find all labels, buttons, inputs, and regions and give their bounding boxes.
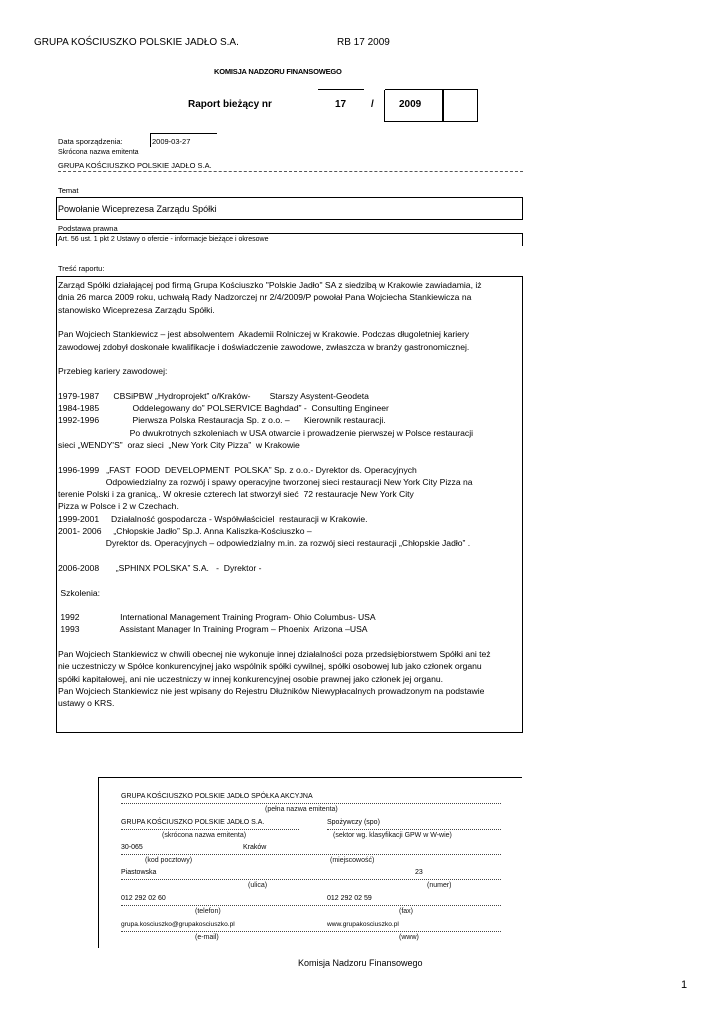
content-line: nie uczestniczy w Spółce konkurencyjnej jako wspólnik spółki cywilnej, spółki osobowej lub jako członek organu (58, 661, 482, 672)
content-label: Treść raportu: (58, 264, 105, 273)
content-line: dnia 26 marca 2009 roku, uchwałą Rady Nadzorczej nr 2/4/2009/P powołał Pana Wojciecha Stankiewicza na (58, 292, 472, 303)
issuer-sector: Spożywczy (spo) (327, 819, 380, 826)
meta-separator (58, 171, 523, 172)
content-line: 1993 Assistant Manager In Training Program – Phoenix Arizona –USA (58, 624, 368, 635)
content-line: 1984-1985 Oddelegowany do” POLSERVICE Baghdad” - Consulting Engineer (58, 403, 389, 413)
sector-caption: (sektor wg. klasyfikacji GPW w W-wie) (333, 832, 452, 839)
contact-underline (121, 931, 501, 932)
header-doc-ref: RB 17 2009 (337, 37, 390, 48)
email-caption: (e-mail) (195, 934, 219, 941)
content-line: 1992 International Management Training Program- Ohio Columbus- USA (58, 612, 376, 623)
address-underline (121, 854, 501, 855)
issuer-short-name: GRUPA KOŚCIUSZKO POLSKIE JADŁO S.A. (121, 819, 265, 826)
postal-caption: (kod pocztowy) (145, 857, 193, 864)
content-line: Odpowiedzialny za rozwój i spawy operacyjne tworzonej sieci restauracji New York City Pizza na (58, 476, 473, 487)
content-line: 1992-1996 Pierwsza Polska Restauracja Sp. z o.o. – Kierownik restauracji. (58, 415, 386, 426)
content-line: Pan Wojciech Stankiewicz w chwili obecnej nie wykonuje innej działalności poza przedsiębiorstwem Spółki ani też (58, 649, 491, 659)
content-line: 2001- 2006 „Chłopskie Jadło” Sp.J. Anna Kaliszka-Kościuszko – (58, 526, 312, 536)
issuer-email: grupa.kosciuszko@grupakosciuszko.pl (121, 921, 235, 928)
content-line: Pan Wojciech Stankiewicz nie jest wpisany do Rejestru Dłużników Niewypłacalnych prowadzonym na podstawie (58, 685, 485, 696)
issuer-fax: 012 292 02 59 (327, 895, 372, 902)
phone-underline (121, 905, 501, 906)
date-value: 2009-03-27 (152, 137, 191, 146)
content-line: 1979-1987 CBSiPBW „Hydroprojekt” o/Kraków- Starszy Asystent-Geodeta (58, 390, 369, 401)
content-line: 1999-2001 Działalność gospodarcza - Współwłaściciel restauracji w Krakowie. (58, 513, 368, 524)
legal-basis-label: Podstawa prawna (58, 224, 118, 233)
subject-label: Temat (58, 186, 79, 195)
report-empty-box (443, 90, 478, 122)
fax-caption: (fax) (399, 908, 413, 915)
content-line: Szkolenia: (58, 587, 101, 598)
content-line: stanowisko Wiceprezesa Zarządu Spółki. (58, 304, 215, 315)
report-year: 2009 (399, 99, 422, 110)
date-top-rule (150, 133, 217, 134)
content-line: terenie Polski i za granicą,. W okresie czterech lat stworzył sieć 72 restauracje New York City (58, 489, 414, 500)
header-company: GRUPA KOŚCIUSZKO POLSKIE JADŁO S.A. (34, 37, 239, 48)
issuer-number: 23 (415, 869, 423, 876)
report-number: 17 (335, 99, 347, 110)
content-line: Pizza w Polsce i 2 w Czechach. (58, 501, 179, 512)
content-line: Pan Wojciech Stankiewicz – jest absolwentem Akademii Rolniczej w Krakowie. Podczas długoletniej kariery (58, 329, 470, 340)
form-left-rule (98, 777, 99, 948)
date-label: Data sporządzenia: (58, 137, 123, 146)
short-name-underline (121, 829, 299, 830)
content-line: sieci „WENDY'S” oraz sieci „New York City Pizza” w Krakowie (58, 439, 300, 450)
phone-caption: (telefon) (195, 908, 221, 915)
content-line: Przebieg kariery zawodowej: (58, 366, 168, 377)
content-line: spółki kapitałowej, ani nie uczestniczy w innej konkurencyjnej osobie prawnej jako członek jej organu. (58, 673, 444, 684)
report-top-rule (318, 89, 364, 90)
short-name-value: GRUPA KOŚCIUSZKO POLSKIE JADŁO S.A. (58, 161, 212, 170)
content-line: 1996-1999 „FAST FOOD DEVELOPMENT POLSKA” Sp. z o.o.- Dyrektor ds. Operacyjnych (58, 464, 417, 475)
short-name-label: Skrócona nazwa emitenta (58, 149, 139, 156)
page-number: 1 (681, 979, 688, 991)
number-caption: (numer) (427, 882, 452, 889)
issuer-full-name: GRUPA KOŚCIUSZKO POLSKIE JADŁO SPÓŁKA AKCYJNA (121, 793, 313, 800)
content-line: zawodowej zdobył doskonałe kwalifikacje i doświadczenie zawodowe, zwłaszcza w branży gastronomicznej. (58, 341, 470, 352)
footer-authority: Komisja Nadzoru Finansowego (298, 958, 423, 968)
street-caption: (ulica) (248, 882, 268, 889)
report-slash: / (371, 99, 374, 110)
full-name-underline (121, 803, 501, 804)
form-top-rule (98, 777, 522, 778)
issuer-city: Kraków (243, 844, 267, 851)
content-text (58, 279, 521, 729)
www-caption: (www) (399, 934, 419, 941)
issuer-postal-code: 30-065 (121, 844, 143, 851)
content-line: Dyrektor ds. Operacyjnych – odpowiedzialny m.in. za rozwój sieci restauracji „Chłopskie Jadło” . (58, 538, 471, 549)
city-caption: (miejscowość) (330, 857, 375, 864)
report-label: Raport bieżący nr (188, 99, 272, 110)
subject-value: Powołanie Wiceprezesa Zarządu Spółki (58, 204, 217, 214)
header-authority: KOMISJA NADZORU FINANSOWEGO (214, 67, 342, 76)
short-name-caption: (skrócona nazwa emitenta) (162, 832, 247, 839)
sector-underline (327, 829, 501, 830)
issuer-www: www.grupakosciuszko.pl (327, 921, 399, 928)
date-left-rule (150, 134, 151, 147)
legal-basis-value: Art. 56 ust. 1 pkt 2 Ustawy o ofercie - informacje bieżące i okresowe (58, 236, 269, 243)
content-line: Po dwukrotnych szkoleniach w USA otwarcie i prowadzenie pierwszej w Polsce restauracji (58, 427, 474, 438)
content-line: ustawy o KRS. (58, 698, 115, 709)
issuer-street: Piastowska (121, 869, 157, 876)
issuer-phone: 012 292 02 60 (121, 895, 166, 902)
street-underline (121, 879, 501, 880)
content-line: Zarząd Spółki działającej pod firmą Grupa Kościuszko "Polskie Jadło" SA z siedzibą w Krakowie zawiadamia, iż (58, 280, 482, 290)
full-name-caption: (pełna nazwa emitenta) (265, 806, 338, 813)
content-line: 2006-2008 „SPHINX POLSKA” S.A. - Dyrektor - (58, 562, 262, 573)
